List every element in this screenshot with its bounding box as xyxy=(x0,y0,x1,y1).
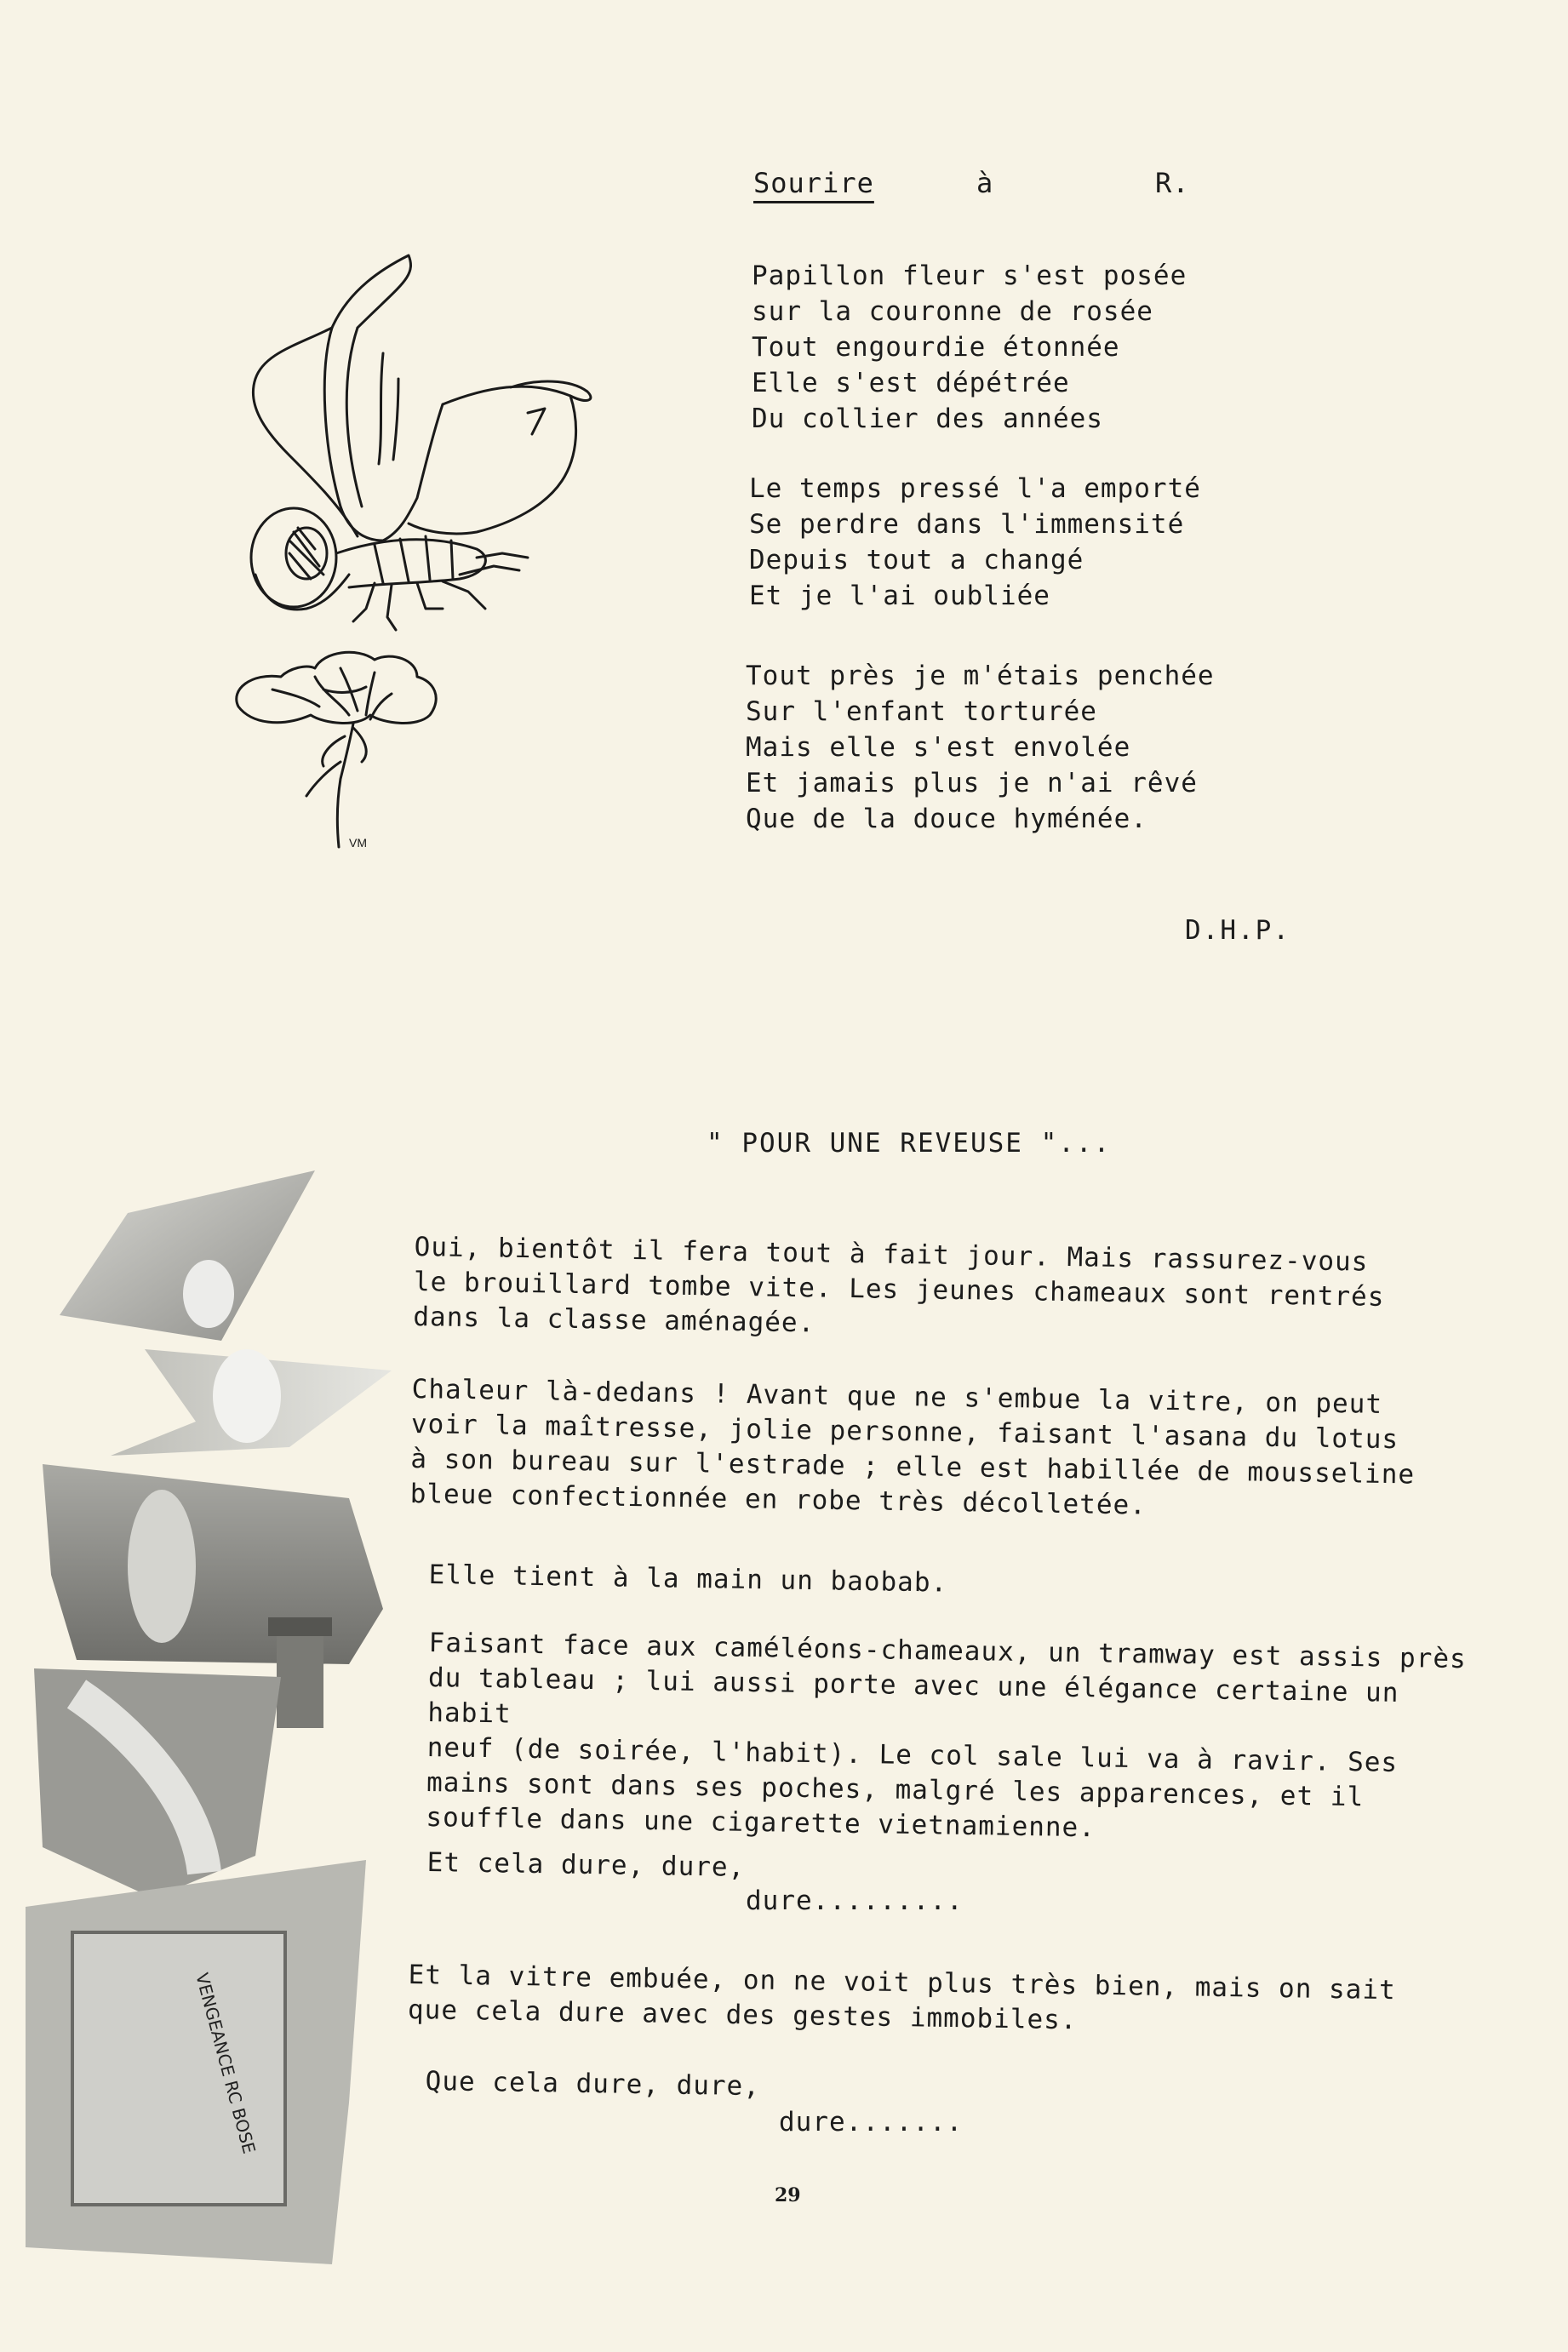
poem2-paragraph-7: Que cela dure, dure, xyxy=(425,2065,761,2103)
poem2-paragraph-2: Chaleur là-dedans ! Avant que ne s'embue la vitre, on peut voir la maîtresse, jolie personne, faisant l'asana du lotus à son bureau sur l'estrade ; elle est habillée de mousseline bleue confectionnée en robe très décolletée. xyxy=(409,1373,1416,1521)
poem1-signature: D.H.P. xyxy=(1185,915,1290,946)
poem1-header xyxy=(753,167,1190,199)
poem2-title: " POUR UNE REVEUSE "... xyxy=(707,1128,1112,1159)
poem2-paragraph-4: Faisant face aux caméléons-chameaux, un tramway est assis près du tableau ; lui aussi porte avec une élégance certaine un habit neuf (de soirée, l'habit). Le col sale lui va à ravir. Ses mains sont dans ses poches, malgré les apparences, et il souffle dans une cigarette vietnamienne. xyxy=(426,1627,1467,1844)
statue-torso xyxy=(213,1349,281,1443)
poem2-paragraph-5: Et cela dure, dure, xyxy=(426,1846,746,1883)
poem1-title: Sourire xyxy=(753,167,874,199)
poem1-dedication-r: R. xyxy=(1155,167,1190,199)
poem1-stanza-3: Tout près je m'étais penchée Sur l'enfant torturée Mais elle s'est envolée Et jamais plus je n'ai rêvé Que de la douce hyménée. xyxy=(746,661,1215,834)
plaque-graffiti: VENGEANCE RC BOSE xyxy=(192,1971,260,2156)
page-number: 29 xyxy=(775,2184,801,2206)
poem1-dedication-a: à xyxy=(976,167,994,199)
poem2-paragraph-3: Elle tient à la main un baobab. xyxy=(428,1559,948,1599)
artist-initials: VM xyxy=(349,836,367,850)
collage-fragment-1 xyxy=(60,1170,315,1341)
butterfly-flower-illustration xyxy=(170,251,664,864)
poem2-dure-2: dure....... xyxy=(779,2107,964,2137)
poem1-stanza-1: Papillon fleur s'est posée sur la couronne de rosée Tout engourdie étonnée Elle s'est dépétrée Du collier des années xyxy=(752,260,1187,434)
statue-figure xyxy=(128,1490,196,1643)
statue-photo-collage xyxy=(26,1166,426,2273)
statue-head xyxy=(183,1260,234,1328)
lamp-post xyxy=(277,1626,323,1728)
poem2-paragraph-6: Et la vitre embuée, on ne voit plus très bien, mais on sait que cela dure avec des gestes immobiles. xyxy=(407,1959,1396,2036)
poem2-dure-1: dure......... xyxy=(746,1886,964,1916)
pedestal-plaque xyxy=(72,1932,285,2205)
poem2-paragraph-1: Oui, bientôt il fera tout à fait jour. Mais rassurez-vous le brouillard tombe vite. Les jeunes chameaux sont rentrés dans la classe aménagée. xyxy=(413,1231,1385,1339)
poem1-stanza-2: Le temps pressé l'a emporté Se perdre dans l'immensité Depuis tout a changé Et je l'ai oubliée xyxy=(749,473,1201,611)
